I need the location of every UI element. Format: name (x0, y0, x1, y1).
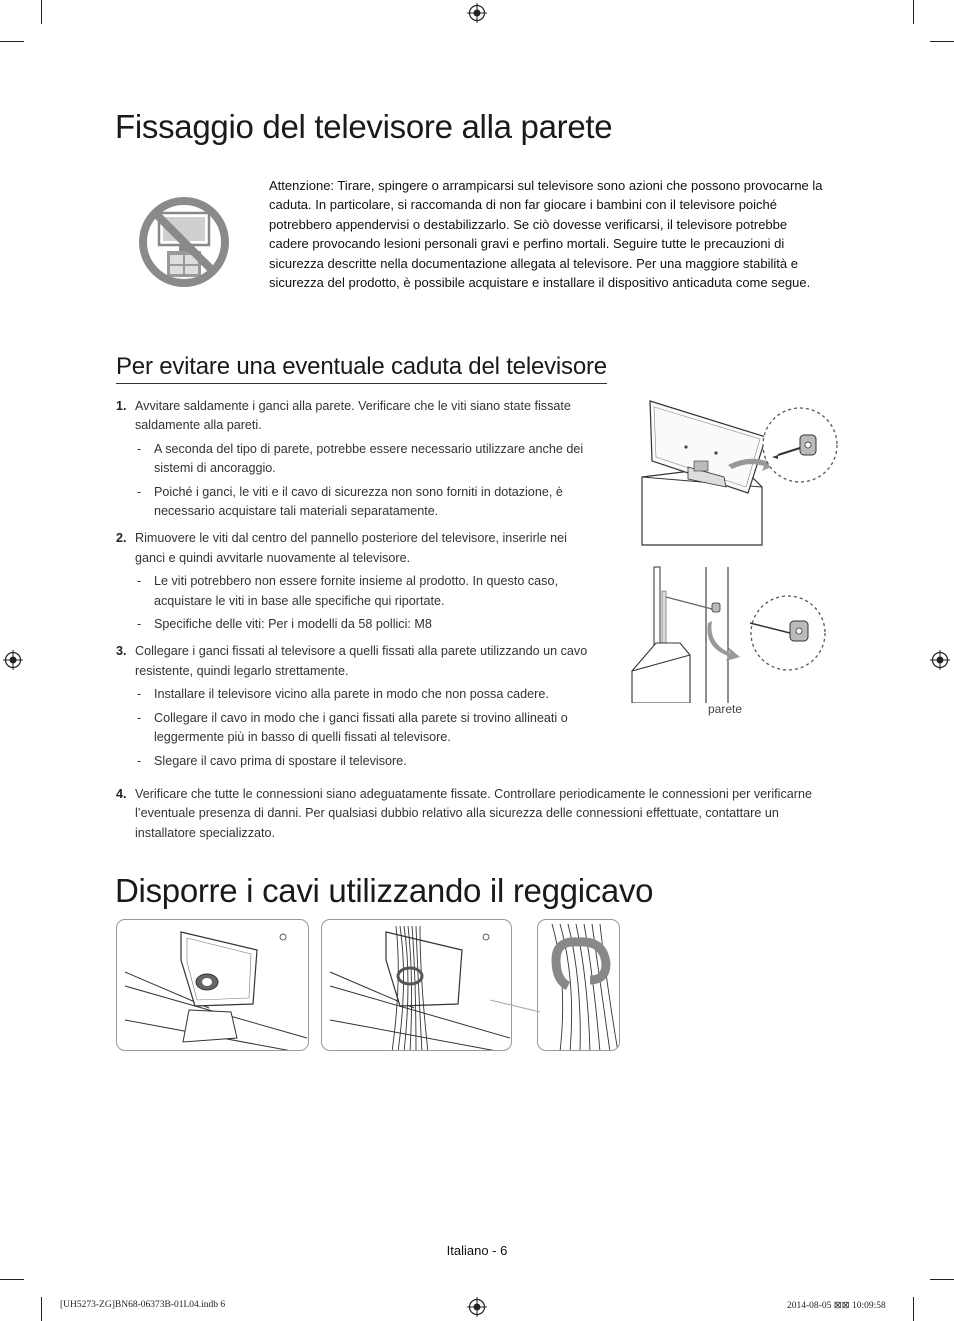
wall-cable-illustration (628, 563, 840, 703)
crop-mark (930, 1279, 954, 1280)
crop-mark (913, 0, 914, 24)
page-title: Fissaggio del televisore alla parete (115, 108, 613, 145)
step-1 (116, 397, 592, 521)
step-text: Collegare i ganci fissati al televisore a quelli fissati alla parete utilizzando un cavo resistente, quindi legarlo strettamente. (135, 644, 588, 678)
step-text: Verificare che tutte le connessioni siano adeguatamente fissate. Controllare periodicamente le connessioni per verificarne l’eventuale presenza di danni. Per qualsiasi dubbio relativo alla sicurezza delle connessioni effettuate, contattare un installatore specializzato. (135, 787, 812, 840)
registration-mark-icon (467, 3, 487, 23)
crop-mark (41, 1297, 42, 1321)
step-note: - Installare il televisore vicino alla parete in modo che non possa cadere. (137, 687, 549, 702)
crop-mark (0, 1279, 24, 1280)
step-number: 3. (116, 644, 127, 659)
step-number: 4. (116, 787, 127, 801)
registration-mark-icon (930, 650, 950, 670)
step-note: - Le viti potrebbero non essere fornite insieme al prodotto. In questo caso, acquistare le viti in base alle specifiche qui riportate. (137, 574, 558, 608)
step-note: - Poiché i ganci, le viti e il cavo di sicurezza non sono forniti in dotazione, è necessario acquistare tali materiali separatamente. (137, 484, 563, 519)
step-text: Avvitare saldamente i ganci alla parete. Verificare che le viti siano state fissate saldamente alla pareti. (135, 399, 571, 433)
crop-mark (0, 41, 24, 42)
print-slug-left: [UH5273-ZG]BN68-06373B-01L04.indb 6 (60, 1300, 226, 1310)
step-4 (116, 785, 828, 843)
cable-holder-closeup-illustration (538, 920, 620, 1051)
step-3 (116, 642, 592, 770)
zoom-connector-lines (490, 960, 550, 1020)
crop-mark (41, 0, 42, 24)
wall-label: parete (708, 702, 743, 716)
step-note: - Slegare il cavo prima di spostare il televisore. (137, 753, 407, 768)
cables-in-holder-illustration (322, 920, 512, 1051)
registration-mark-icon (467, 1297, 487, 1317)
step-note: - Specifiche delle viti: Per i modelli da 58 pollici: M8 (137, 617, 432, 632)
steps-list (116, 397, 592, 779)
step-2 (116, 529, 592, 634)
page-footer: Italiano - 6 (446, 1243, 508, 1258)
no-climbing-warning-icon (137, 195, 231, 289)
step-number: 1. (116, 399, 127, 413)
step-number: 2. (116, 531, 127, 546)
section-heading: Per evitare una eventuale caduta del televisore (116, 353, 607, 384)
cable-section-title: Disporre i cavi utilizzando il reggicavo (115, 872, 654, 909)
registration-mark-icon (3, 650, 23, 670)
tv-bracket-illustration (628, 395, 840, 551)
step-note: - Collegare il cavo in modo che i ganci fissati alla parete si trovino allineati o leggermente più in basso di quelli fissati al televisore. (137, 710, 568, 745)
stand-cable-holder-illustration (117, 920, 309, 1051)
step-note: - A seconda del tipo di parete, potrebbe essere necessario utilizzare anche dei sistemi di ancoraggio. (137, 441, 584, 476)
print-slug-right: 2014-08-05 ⊠⊠ 10:09:58 (787, 1301, 886, 1311)
cable-holder-panel-1 (116, 919, 309, 1051)
step-text: Rimuovere le viti dal centro del pannello posteriore del televisore, inserirle nei ganci e quindi avvitarle nuovamente al televisore. (135, 531, 567, 565)
crop-mark (930, 41, 954, 42)
crop-mark (913, 1297, 914, 1321)
warning-text: Attenzione: Tirare, spingere o arrampicarsi sul televisore sono azioni che possono provocarne la caduta. In particolare, si raccomanda di non far giocare i bambini con il televisore poiché potrebbero appendervisi o destabilizzarlo. Se ciò dovesse verificarsi, il televisore potrebbe cadere provocando lesioni personali gravi e perfino mortali. Seguire tutte le precauzioni di sicurezza descritte nella documentazione allegata al televisore. Per una maggiore stabilità e sicurezza del prodotto, è possibile acquistare e installare il dispositivo anticaduta come segue. (269, 178, 823, 291)
cable-holder-panel-2 (321, 919, 512, 1051)
